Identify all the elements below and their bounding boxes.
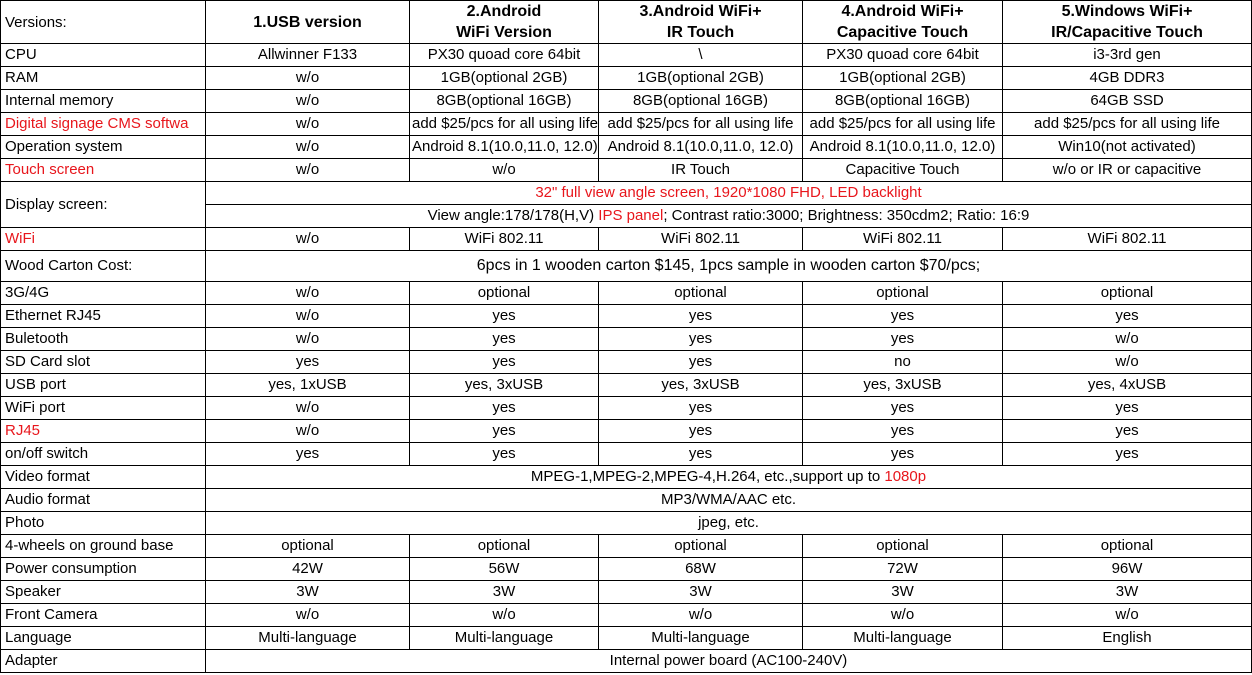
cell: Android 8.1(10.0,11.0, 12.0) xyxy=(410,136,599,159)
cell: Multi-language xyxy=(410,627,599,650)
cell: w/o xyxy=(206,67,410,90)
cell: 72W xyxy=(803,558,1003,581)
cell: yes, 3xUSB xyxy=(599,374,803,397)
row-label: WiFi xyxy=(1,228,206,251)
cell: Multi-language xyxy=(803,627,1003,650)
cell: yes xyxy=(410,305,599,328)
cell: IR Touch xyxy=(599,159,803,182)
cell: Win10(not activated) xyxy=(1003,136,1252,159)
cell: optional xyxy=(1003,282,1252,305)
cell: w/o xyxy=(1003,328,1252,351)
cell: optional xyxy=(1003,535,1252,558)
header-android-capacitive: 4.Android WiFi+ Capacitive Touch xyxy=(803,1,1003,44)
cell: 8GB(optional 16GB) xyxy=(803,90,1003,113)
row-label: Speaker xyxy=(1,581,206,604)
row-label: Display screen: xyxy=(1,182,206,228)
cell: w/o xyxy=(803,604,1003,627)
cell: 96W xyxy=(1003,558,1252,581)
cell: yes xyxy=(599,443,803,466)
display-line-2: View angle:178/178(H,V) IPS panel; Contrast ratio:3000; Brightness: 350cdm2; Ratio: 16:9 xyxy=(206,205,1252,228)
cell: optional xyxy=(803,535,1003,558)
row-adapter xyxy=(1,650,1252,673)
cell: yes xyxy=(1003,443,1252,466)
row-cpu xyxy=(1,44,1252,67)
cell: WiFi 802.11 xyxy=(599,228,803,251)
cell: yes xyxy=(599,305,803,328)
cell: w/o xyxy=(206,604,410,627)
cell: 4GB DDR3 xyxy=(1003,67,1252,90)
row-label: RJ45 xyxy=(1,420,206,443)
header-row xyxy=(1,1,1252,44)
cell: yes xyxy=(410,420,599,443)
cell: yes xyxy=(803,305,1003,328)
row-touch xyxy=(1,159,1252,182)
cell: 8GB(optional 16GB) xyxy=(410,90,599,113)
video-value: MPEG-1,MPEG-2,MPEG-4,H.264, etc.,support up to 1080p xyxy=(206,466,1252,489)
cell: Allwinner F133 xyxy=(206,44,410,67)
cell: WiFi 802.11 xyxy=(803,228,1003,251)
row-label: 3G/4G xyxy=(1,282,206,305)
cell: w/o xyxy=(206,228,410,251)
cell: yes, 3xUSB xyxy=(410,374,599,397)
row-label: Language xyxy=(1,627,206,650)
header-usb-version: 1.USB version xyxy=(206,1,410,44)
cell: PX30 quoad core 64bit xyxy=(803,44,1003,67)
cell: yes xyxy=(410,328,599,351)
row-label: Internal memory xyxy=(1,90,206,113)
row-cms xyxy=(1,113,1252,136)
cell: 8GB(optional 16GB) xyxy=(599,90,803,113)
row-video xyxy=(1,466,1252,489)
header-android-ir: 3.Android WiFi+ IR Touch xyxy=(599,1,803,44)
cell: w/o xyxy=(206,90,410,113)
row-usb xyxy=(1,374,1252,397)
cell: yes xyxy=(206,443,410,466)
row-label: Digital signage CMS softwa xyxy=(1,113,206,136)
cell: w/o xyxy=(410,604,599,627)
cell: w/o xyxy=(206,420,410,443)
row-label: CPU xyxy=(1,44,206,67)
cell: \ xyxy=(599,44,803,67)
cell: yes xyxy=(803,443,1003,466)
cell: 1GB(optional 2GB) xyxy=(410,67,599,90)
row-carton xyxy=(1,251,1252,282)
row-wheels xyxy=(1,535,1252,558)
cell: no xyxy=(803,351,1003,374)
cell: w/o xyxy=(599,604,803,627)
cell: yes xyxy=(1003,305,1252,328)
cell: 3W xyxy=(1003,581,1252,604)
cell: yes xyxy=(1003,397,1252,420)
cell: add $25/pcs for all using life xyxy=(1003,113,1252,136)
cell: 3W xyxy=(803,581,1003,604)
row-wifi-port xyxy=(1,397,1252,420)
cell: w/o xyxy=(410,159,599,182)
cell: optional xyxy=(410,282,599,305)
cell: 1GB(optional 2GB) xyxy=(803,67,1003,90)
row-label: Wood Carton Cost: xyxy=(1,251,206,282)
row-label: Audio format xyxy=(1,489,206,512)
row-label: SD Card slot xyxy=(1,351,206,374)
cell: add $25/pcs for all using life xyxy=(599,113,803,136)
cell: optional xyxy=(599,535,803,558)
cell: yes xyxy=(1003,420,1252,443)
row-label: Ethernet RJ45 xyxy=(1,305,206,328)
cell: add $25/pcs for all using life xyxy=(803,113,1003,136)
row-rj45 xyxy=(1,420,1252,443)
display-line-1: 32" full view angle screen, 1920*1080 FHD, LED backlight xyxy=(206,182,1252,205)
row-language xyxy=(1,627,1252,650)
row-label: Touch screen xyxy=(1,159,206,182)
cell: w/o or IR or capacitive xyxy=(1003,159,1252,182)
cell: 3W xyxy=(599,581,803,604)
row-speaker xyxy=(1,581,1252,604)
cell: w/o xyxy=(206,282,410,305)
cell: yes, 4xUSB xyxy=(1003,374,1252,397)
cell: w/o xyxy=(206,305,410,328)
photo-value: jpeg, etc. xyxy=(206,512,1252,535)
cell: yes, 1xUSB xyxy=(206,374,410,397)
cell: Capacitive Touch xyxy=(803,159,1003,182)
carton-value: 6pcs in 1 wooden carton $145, 1pcs sample in wooden carton $70/pcs; xyxy=(206,251,1252,282)
row-label: Power consumption xyxy=(1,558,206,581)
cell: yes xyxy=(803,328,1003,351)
row-ram xyxy=(1,67,1252,90)
cell: yes, 3xUSB xyxy=(803,374,1003,397)
cell: Android 8.1(10.0,11.0, 12.0) xyxy=(803,136,1003,159)
row-audio xyxy=(1,489,1252,512)
row-label: Adapter xyxy=(1,650,206,673)
cell: Multi-language xyxy=(206,627,410,650)
cell: yes xyxy=(599,328,803,351)
row-display-1 xyxy=(1,182,1252,205)
row-photo xyxy=(1,512,1252,535)
row-label: Photo xyxy=(1,512,206,535)
cell: yes xyxy=(410,397,599,420)
cell: 68W xyxy=(599,558,803,581)
row-label: Buletooth xyxy=(1,328,206,351)
cell: w/o xyxy=(206,328,410,351)
row-bluetooth xyxy=(1,328,1252,351)
row-3g4g xyxy=(1,282,1252,305)
row-onoff xyxy=(1,443,1252,466)
cell: optional xyxy=(410,535,599,558)
row-label: Video format xyxy=(1,466,206,489)
cell: i3-3rd gen xyxy=(1003,44,1252,67)
cell: optional xyxy=(599,282,803,305)
row-label: Operation system xyxy=(1,136,206,159)
header-android-wifi: 2.Android WiFi Version xyxy=(410,1,599,44)
row-internal-memory xyxy=(1,90,1252,113)
header-versions-label: Versions: xyxy=(1,1,206,44)
audio-value: MP3/WMA/AAC etc. xyxy=(206,489,1252,512)
cell: 64GB SSD xyxy=(1003,90,1252,113)
cell: 3W xyxy=(410,581,599,604)
cell: Multi-language xyxy=(599,627,803,650)
cell: 42W xyxy=(206,558,410,581)
cell: yes xyxy=(410,351,599,374)
cell: PX30 quoad core 64bit xyxy=(410,44,599,67)
row-ethernet xyxy=(1,305,1252,328)
cell: w/o xyxy=(206,159,410,182)
cell: yes xyxy=(206,351,410,374)
row-label: WiFi port xyxy=(1,397,206,420)
cell: yes xyxy=(803,420,1003,443)
cell: optional xyxy=(803,282,1003,305)
cell: w/o xyxy=(206,113,410,136)
row-label: on/off switch xyxy=(1,443,206,466)
cell: yes xyxy=(599,397,803,420)
row-label: Front Camera xyxy=(1,604,206,627)
row-os xyxy=(1,136,1252,159)
cell: 3W xyxy=(206,581,410,604)
cell: add $25/pcs for all using life xyxy=(410,113,599,136)
row-camera xyxy=(1,604,1252,627)
row-wifi xyxy=(1,228,1252,251)
cell: w/o xyxy=(1003,351,1252,374)
row-label: 4-wheels on ground base xyxy=(1,535,206,558)
cell: optional xyxy=(206,535,410,558)
row-power xyxy=(1,558,1252,581)
cell: w/o xyxy=(206,397,410,420)
cell: yes xyxy=(599,420,803,443)
cell: yes xyxy=(803,397,1003,420)
adapter-value: Internal power board (AC100-240V) xyxy=(206,650,1252,673)
cell: 56W xyxy=(410,558,599,581)
row-label: USB port xyxy=(1,374,206,397)
cell: WiFi 802.11 xyxy=(1003,228,1252,251)
header-windows: 5.Windows WiFi+ IR/Capacitive Touch xyxy=(1003,1,1252,44)
cell: yes xyxy=(599,351,803,374)
cell: w/o xyxy=(1003,604,1252,627)
cell: yes xyxy=(410,443,599,466)
cell: English xyxy=(1003,627,1252,650)
cell: Android 8.1(10.0,11.0, 12.0) xyxy=(599,136,803,159)
cell: w/o xyxy=(206,136,410,159)
row-sd xyxy=(1,351,1252,374)
cell: WiFi 802.11 xyxy=(410,228,599,251)
cell: 1GB(optional 2GB) xyxy=(599,67,803,90)
row-label: RAM xyxy=(1,67,206,90)
